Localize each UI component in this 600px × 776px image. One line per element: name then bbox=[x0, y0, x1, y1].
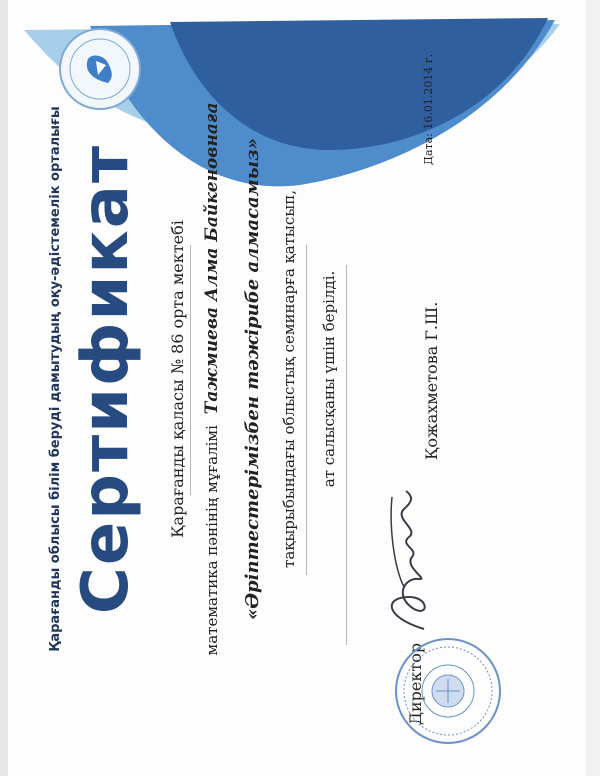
school-name: Қарағанды қаласы № 86 орта мектебі bbox=[168, 220, 187, 538]
seminar-title: «Әріптестерімізбен тәжірибе алмасамыз» bbox=[242, 138, 263, 620]
director-label: Директор bbox=[406, 642, 425, 725]
topic-line: тақырыбындағы облыстық семинарға қатысып, bbox=[280, 190, 298, 568]
organization-logo bbox=[58, 27, 146, 111]
underline-closing bbox=[346, 265, 347, 645]
official-stamp bbox=[392, 635, 508, 747]
underline-school bbox=[190, 245, 191, 495]
teacher-name: Тажмиева Алма Байкеновнаға bbox=[202, 102, 222, 415]
certificate-body bbox=[44, 33, 514, 725]
underline-topic bbox=[306, 245, 307, 575]
closing-line: ат салысқаны үшін берілді. bbox=[320, 270, 338, 488]
certificate-title: Сертификат bbox=[69, 143, 143, 615]
teacher-line bbox=[202, 33, 222, 725]
director-name: Қожахметова Г.Ш. bbox=[422, 301, 441, 460]
issue-date: Дата: 16.01.2014 г. bbox=[422, 53, 435, 165]
teacher-prefix: математика пәнінің мұғалімі bbox=[203, 425, 221, 656]
organization-name: Қарағанды облысы білім беруді дамытудың оқу-әдістемелік орталығы bbox=[48, 106, 63, 652]
director-signature bbox=[374, 487, 444, 637]
